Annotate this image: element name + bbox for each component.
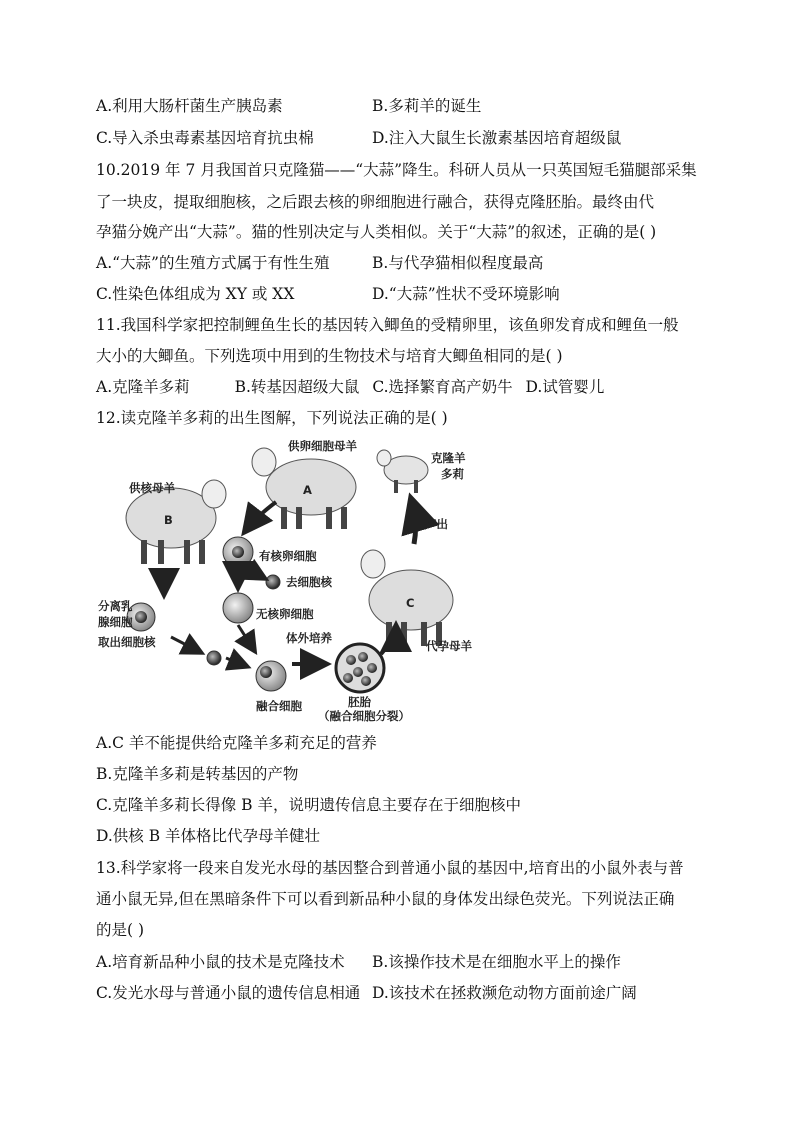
fused-nucleus-icon <box>260 666 272 678</box>
q13-option-d[interactable]: D.该技术在拯救濒危动物方面前途广阔 <box>372 984 637 1002</box>
dolly-sheep-icon <box>377 450 428 493</box>
q10-options-row-2 <box>96 284 560 304</box>
sheep-b-label: B <box>164 513 173 527</box>
q9-option-b[interactable]: B.多莉羊的诞生 <box>372 97 482 115</box>
q9-options-row-1 <box>96 96 482 116</box>
q10-stem-line-2: 了一块皮，提取细胞核，之后跟去核的卵细胞进行融合，获得克隆胚胎。最终由代 <box>96 193 655 211</box>
remove-arrow <box>246 568 264 578</box>
dolly-cloning-diagram <box>96 432 486 724</box>
q10-option-b[interactable]: B.与代孕猫相似程度最高 <box>372 254 544 272</box>
q13-option-c[interactable]: C.发光水母与普通小鼠的遗传信息相通 <box>96 984 361 1002</box>
remove-nucleus-label: 去细胞核 <box>286 575 332 589</box>
q11-stem-line-2: 大小的大鲫鱼。下列选项中用到的生物技术与培育大鲫鱼相同的是( ) <box>96 347 563 365</box>
q13-options-row-1 <box>96 952 621 972</box>
q13-stem-line-2: 通小鼠无异,但在黑暗条件下可以看到新品种小鼠的身体发出绿色荧光。下列说法正确 <box>96 890 675 908</box>
egg-arrow <box>246 502 276 530</box>
q13-option-a[interactable]: A.培育新品种小鼠的技术是克隆技术 <box>96 953 345 971</box>
q11-option-a[interactable]: A.克隆羊多莉 <box>96 378 190 396</box>
q11-option-b[interactable]: B.转基因超级大鼠 <box>234 378 360 396</box>
clone-label-2: 多莉 <box>441 467 464 481</box>
q10-stem-line-1: 10.2019 年 7 月我国首只克隆猫——“大蒜”降生。科研人员从一只英国短毛猫腿部采集 <box>96 161 697 179</box>
sheep-c-label: C <box>406 596 415 610</box>
q10-option-d[interactable]: D.“大蒜”性状不受环境影响 <box>372 285 560 303</box>
produce-label: 产出 <box>425 517 448 531</box>
donor-egg-sheep-label: 供卵细胞母羊 <box>288 439 357 453</box>
removed-nucleus-icon <box>266 575 280 589</box>
mammary-nucleus-icon <box>135 611 147 623</box>
q9-option-a[interactable]: A.利用大肠杆菌生产胰岛素 <box>96 97 283 115</box>
q13-stem-line-3: 的是( ) <box>96 921 145 939</box>
q10-stem-line-3: 孕猫分娩产出“大蒜”。猫的性别决定与人类相似。关于“大蒜”的叙述，正确的是( ) <box>96 223 657 241</box>
q10-option-a[interactable]: A.“大蒜”的生殖方式属于有性生殖 <box>96 254 330 272</box>
surrogate-label: 代孕母羊 <box>426 639 472 653</box>
q11-options-row <box>96 377 612 397</box>
q9-options-row-2 <box>96 128 622 148</box>
donor-nucleus-sheep-label: 供核母羊 <box>129 481 175 495</box>
enucleated-egg-label: 无核卵细胞 <box>256 607 314 621</box>
q13-option-b[interactable]: B.该操作技术是在细胞水平上的操作 <box>372 953 621 971</box>
q9-option-d[interactable]: D.注入大鼠生长激素基因培育超级鼠 <box>372 129 622 147</box>
q12-stem: 12.读克隆羊多莉的出生图解，下列说法正确的是( ) <box>96 409 448 427</box>
q13-stem-line-1: 13.科学家将一段来自发光水母的基因整合到普通小鼠的基因中,培育出的小鼠外表与普 <box>96 859 684 877</box>
q12-option-d[interactable]: D.供核 B 羊体格比代孕母羊健壮 <box>96 827 321 845</box>
q11-stem-line-1: 11.我国科学家把控制鲤鱼生长的基因转入鲫鱼的受精卵里，该鱼卵发育成和鲤鱼一般 <box>96 316 679 334</box>
q11-option-c[interactable]: C.选择繁育高产奶牛 <box>372 378 513 396</box>
nucleated-egg-label: 有核卵细胞 <box>259 549 317 563</box>
separate-label-1: 分离乳 <box>98 599 133 613</box>
q12-option-b[interactable]: B.克隆羊多莉是转基因的产物 <box>96 765 299 783</box>
sheep-a-label: A <box>303 483 312 497</box>
q12-option-c[interactable]: C.克隆羊多莉长得像 B 羊，说明遗传信息主要存在于细胞核中 <box>96 796 521 814</box>
q13-options-row-2 <box>96 983 637 1003</box>
fuse-arrow-2 <box>238 625 254 650</box>
q9-option-c[interactable]: C.导入杀虫毒素基因培育抗虫棉 <box>96 129 314 147</box>
extracted-nucleus-icon <box>207 651 221 665</box>
fuse-arrow-1 <box>226 658 246 666</box>
embryo-note-label: （融合细胞分裂） <box>318 709 410 723</box>
q11-option-d[interactable]: D.试管婴儿 <box>525 378 605 396</box>
fused-cell-icon <box>256 661 286 691</box>
egg-nucleus-icon <box>232 546 244 558</box>
q10-options-row-1 <box>96 253 544 273</box>
extract-nucleus-label: 取出细胞核 <box>98 635 156 649</box>
q12-option-a[interactable]: A.C 羊不能提供给克隆羊多莉充足的营养 <box>96 734 377 752</box>
separate-label-2: 腺细胞 <box>98 615 133 629</box>
q10-option-c[interactable]: C.性染色体组成为 XY 或 XX <box>96 285 295 303</box>
embryo-label: 胚胎 <box>348 695 371 709</box>
dolly-cloning-svg <box>96 432 486 724</box>
clone-label-1: 克隆羊 <box>431 451 466 465</box>
enucleated-egg-icon <box>223 593 253 623</box>
fused-cell-label: 融合细胞 <box>256 699 302 713</box>
in-vitro-label: 体外培养 <box>286 631 332 645</box>
extract-arrow <box>171 637 200 652</box>
produce-arrow <box>412 502 416 544</box>
